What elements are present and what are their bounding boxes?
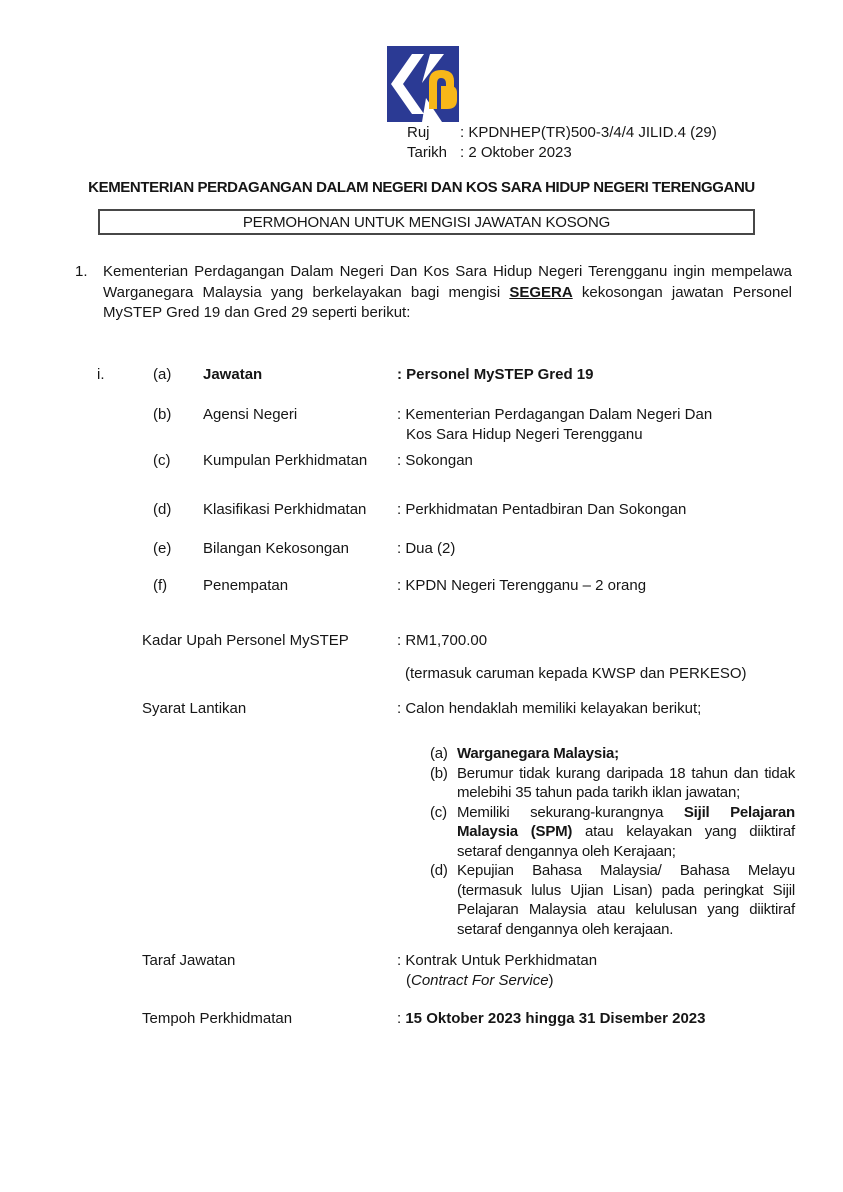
- date-value: : 2 Oktober 2023: [460, 144, 572, 161]
- value-line2: Kos Sara Hidup Negeri Terengganu: [406, 426, 643, 443]
- status-label: Taraf Jawatan: [142, 952, 236, 969]
- item-text: Warganegara Malaysia;: [457, 745, 619, 762]
- date-row: [407, 143, 717, 163]
- row-marker: (f): [153, 577, 168, 594]
- item-text-post: atau kelayakan yang diiktiraf setaraf dengannya oleh Kerajaan;: [457, 823, 795, 860]
- kpdn-ministry-logo-icon: [387, 46, 459, 122]
- intro-text: [103, 262, 792, 324]
- row-marker: (c): [153, 451, 171, 469]
- appointment-row: [142, 699, 791, 720]
- boxed-subtitle: [98, 209, 755, 235]
- row-label: Kumpulan Perkhidmatan: [203, 451, 368, 469]
- requirements-list: [430, 744, 795, 939]
- requirement-item-b: [430, 764, 795, 803]
- requirement-item-c: [430, 803, 795, 862]
- detail-row-kumpulan: [97, 451, 791, 472]
- row-value: [397, 405, 791, 446]
- reference-block: [407, 123, 717, 163]
- item-marker: (a): [430, 745, 448, 762]
- row-label: Bilangan Kekosongan: [203, 539, 349, 557]
- detail-row-agensi: [97, 405, 791, 446]
- paragraph-number: 1.: [75, 263, 88, 280]
- row-label: Jawatan: [203, 366, 263, 383]
- intro-emphasis: SEGERA: [509, 283, 573, 301]
- appointment-value: : Calon hendaklah memiliki kelayakan berikut;: [397, 700, 702, 717]
- period-label: Tempoh Perkhidmatan: [142, 1010, 293, 1027]
- row-value: : Perkhidmatan Pentadbiran Dan Sokongan: [397, 501, 687, 518]
- status-value-line1: : Kontrak Untuk Perkhidmatan: [397, 952, 598, 969]
- salary-value: : RM1,700.00: [397, 632, 488, 649]
- row-value: : Personel MySTEP Gred 19: [397, 366, 594, 383]
- intro-paragraph: [75, 262, 792, 324]
- detail-row-bilangan: [97, 539, 791, 560]
- item-marker: (c): [430, 803, 447, 821]
- ref-value: : KPDNHEP(TR)500-3/4/4 JILID.4 (29): [460, 124, 717, 141]
- detail-row-klasifikasi: [97, 500, 791, 521]
- row-label: Agensi Negeri: [203, 405, 298, 423]
- item-marker: (b): [430, 764, 448, 782]
- spacer: [97, 576, 153, 597]
- date-label: Tarikh: [407, 144, 448, 161]
- value-line1: : Kementerian Perdagangan Dalam Negeri Dan: [397, 405, 713, 423]
- row-marker: (e): [153, 539, 172, 557]
- row-marker: (b): [153, 405, 172, 423]
- reference-row: [407, 123, 717, 143]
- row-value: : KPDN Negeri Terengganu – 2 orang: [397, 577, 647, 594]
- item-text-bold: Sijil Pelajaran Malaysia (SPM): [457, 803, 795, 840]
- item-text: Kepujian Bahasa Malaysia/ Bahasa Melayu (termasuk lulus Ujian Lisan) pada peringkat Sijil Pelajaran Malaysia atau kelulusan yang diiktiraf setaraf dengannya oleh kerajaan.: [457, 862, 795, 938]
- row-marker: (a): [153, 366, 172, 383]
- requirement-item-a: [430, 744, 795, 764]
- intro-pre: Kementerian Perdagangan Dalam Negeri Dan Kos Sara Hidup Negeri Terengganu ingin mempelawa Warganegara Malaysia yang berkelayakan bagi mengisi: [103, 263, 792, 301]
- ministry-title: KEMENTERIAN PERDAGANGAN DALAM NEGERI DAN KOS SARA HIDUP NEGERI TERENGGANU: [88, 179, 755, 196]
- appointment-label: Syarat Lantikan: [142, 700, 247, 717]
- period-value: [397, 1009, 791, 1030]
- status-value-line2: [397, 971, 791, 991]
- row-marker: (d): [153, 501, 172, 518]
- paren-close: ): [548, 972, 554, 989]
- spacer: [97, 405, 153, 446]
- detail-row-jawatan: [97, 365, 791, 386]
- status-row: [142, 951, 791, 991]
- roman-index: i.: [97, 366, 105, 383]
- period-row: [142, 1009, 791, 1030]
- status-english: Contract For Service: [411, 972, 549, 989]
- salary-note: (termasuk caruman kepada KWSP dan PERKESO): [405, 665, 747, 682]
- salary-label: Kadar Upah Personel MySTEP: [142, 632, 349, 649]
- requirement-item-d: [430, 861, 795, 939]
- status-value: [397, 951, 791, 991]
- item-text: Berumur tidak kurang daripada 18 tahun dan tidak melebihi 35 tahun pada tarikh iklan jawatan;: [457, 764, 795, 801]
- period-dates: 15 Oktober 2023 hingga 31 Disember 2023: [405, 1010, 706, 1027]
- item-text-pre: Memiliki sekurang-kurangnya: [457, 803, 684, 821]
- spacer: [97, 500, 153, 521]
- boxed-subtitle-text: PERMOHONAN UNTUK MENGISI JAWATAN KOSONG: [242, 213, 611, 231]
- row-value: : Dua (2): [397, 539, 456, 557]
- detail-row-penempatan: [97, 576, 791, 597]
- intro-post: kekosongan jawatan Personel MySTEP Gred 19 dan Gred 29 seperti berikut:: [103, 283, 792, 321]
- row-value: : Sokongan: [397, 451, 473, 469]
- vacancy-details: [97, 365, 791, 597]
- item-marker: (d): [430, 862, 448, 879]
- row-label: Klasifikasi Perkhidmatan: [203, 501, 367, 518]
- row-label: Penempatan: [203, 577, 289, 594]
- spacer: [97, 539, 153, 560]
- spacer: [97, 451, 153, 472]
- ref-label: Ruj: [407, 124, 430, 141]
- paren-open: (: [406, 972, 411, 989]
- salary-row: [142, 631, 791, 652]
- period-colon: :: [397, 1010, 406, 1027]
